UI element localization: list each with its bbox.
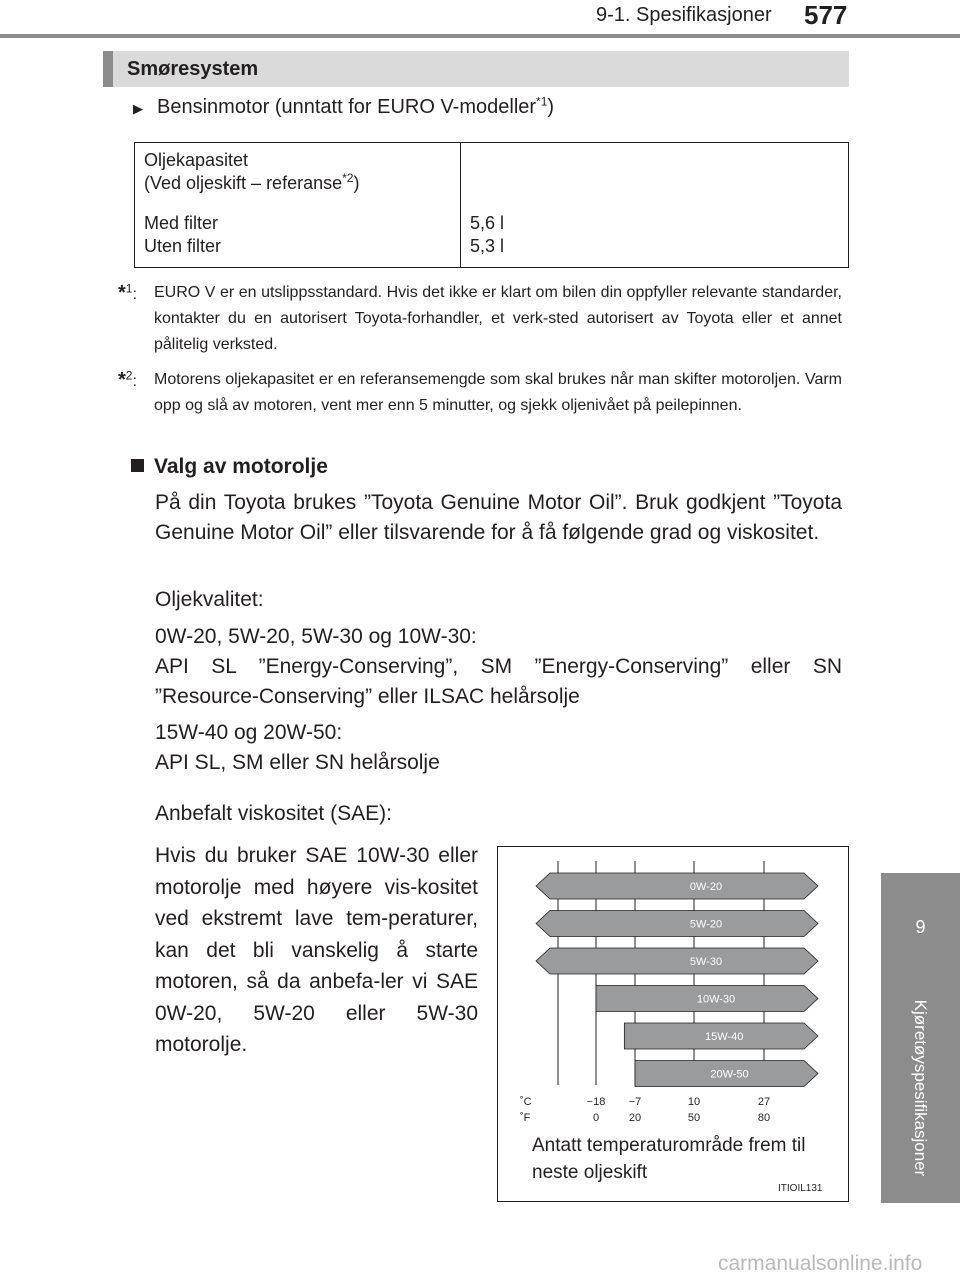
subhead-text: Bensinmotor (unntatt for EURO V-modeller: [157, 96, 537, 118]
footnote-1-num: 1: [125, 281, 133, 296]
footnote-1: [118, 280, 842, 358]
table-row-labels: [144, 212, 221, 258]
grades-a-spec: API SL ”Energy-Conserving”, SM ”Energy-Conserving” eller SN ”Resource-Conserving” eller ILSAC helårsolje: [155, 655, 842, 708]
row-value-with-filter: 5,6 l: [470, 213, 505, 233]
grades-a-label: 0W-20, 5W-20, 5W-30 og 10W-30:: [155, 625, 477, 648]
celsius-tick-0: −18: [586, 1096, 606, 1108]
chapter-number: 9: [915, 917, 926, 937]
header-section-title: 9-1. Spesifikasjoner: [596, 4, 772, 26]
footnote-1-text: EURO V er en utslippsstandard. Hvis det ikke er klart om bilen din oppfyller relevante standarder, kontakter du en autorisert Toyota-forhandler, et verk-sted autorisert av Toyota eller et annet pålitelig verksted.: [154, 284, 842, 353]
grade-bar-5w-30: [536, 948, 818, 974]
oil-selection-title: Valg av motorolje: [154, 455, 328, 478]
grade-label-5w-20: 5W-20: [689, 918, 723, 931]
footnote-2-num: 2: [125, 368, 133, 383]
square-bullet-icon: [131, 459, 144, 472]
footnote-2-text: Motorens oljekapasitet er en referansemengde som skal brukes når man skifter motoroljen. Varm opp og slå av motoren, vent mer enn 5 minutter, og sjekk oljenivået på peilepinnen.: [154, 371, 842, 414]
capacity-ref: *2: [342, 171, 354, 185]
figure-code: ITIOIL131: [778, 1183, 823, 1194]
chapter-title: Kjøretøyspesifikasjoner: [911, 999, 930, 1177]
section-marker: [103, 51, 113, 87]
watermark: carmanualsonline.info: [718, 1252, 923, 1275]
subhead-close: ): [547, 96, 555, 118]
viscosity-label: Anbefalt viskositet (SAE):: [155, 802, 392, 825]
subhead-ref: *1: [536, 94, 548, 109]
section-header: [103, 51, 849, 87]
fahrenheit-unit-label: ˚F: [520, 1112, 531, 1124]
section-title: Smøresystem: [127, 58, 259, 80]
footnote-1-marker: *$^1$:: [118, 281, 137, 304]
chapter-title-vertical: [900, 978, 940, 1198]
footnote-2-star: *: [118, 369, 126, 391]
row-value-without-filter: 5,3 l: [470, 236, 505, 256]
grades-b-spec: API SL, SM eller SN helårsolje: [155, 751, 440, 774]
grade-label-0w-20: 0W-20: [689, 881, 723, 893]
oil-intro: På din Toyota brukes ”Toyota Genuine Motor Oil”. Bruk godkjent ”Toyota Genuine Motor Oil” eller tilsvarende for å få følgende grad og viskositet.: [155, 491, 842, 544]
viscosity-advice: Hvis du bruker SAE 10W-30 eller motorolje med høyere vis-kositet ved ekstremt lave tem-peraturer, kan det bli vanskelig å starte motoren, så da anbefa-ler vi SAE 0W-20, 5W-20 eller 5W-30 motorolje.: [155, 844, 478, 1056]
fahrenheit-tick-0: 0: [592, 1112, 600, 1124]
footnote-2-marker: *$^2$:: [118, 368, 137, 391]
celsius-tick-3: 27: [757, 1096, 771, 1108]
triangle-bullet-icon: ▶: [133, 101, 143, 116]
capacity-label-line2: (Ved oljeskift – referanse: [144, 173, 343, 193]
figure-caption: Antatt temperaturområde frem til neste oljeskift: [532, 1135, 806, 1183]
celsius-tick-2: 10: [687, 1096, 701, 1108]
oil-selection-heading: [131, 455, 328, 479]
capacity-label-line1: Oljekapasitet: [144, 150, 249, 170]
grade-label-20w-50: 20W-50: [710, 1068, 749, 1081]
page-number: 577: [804, 0, 848, 30]
oil-capacity-table: [134, 142, 849, 268]
row-label-without-filter: Uten filter: [144, 236, 222, 256]
capacity-close: ): [353, 173, 360, 193]
fahrenheit-tick-1: 20: [628, 1112, 642, 1124]
oil-quality-label: Oljekvalitet:: [155, 588, 264, 611]
fahrenheit-tick-2: 50: [687, 1112, 701, 1124]
capacity-label: [144, 149, 359, 195]
grade-label-15w-40: 15W-40: [705, 1031, 744, 1043]
table-row-values: [470, 212, 504, 258]
engine-subheading: [133, 96, 554, 119]
footnote-2: [118, 367, 842, 419]
grade-bar-5w-20: [536, 911, 818, 937]
grade-bar-0w-20: [536, 873, 818, 899]
footnote-1-star: *: [118, 282, 126, 304]
grade-label-5w-30: 5W-30: [689, 956, 723, 968]
fahrenheit-tick-3: 80: [757, 1112, 771, 1124]
celsius-unit-label: ˚C: [520, 1096, 532, 1108]
grade-label-10w-30: 10W-30: [696, 993, 736, 1006]
table-divider: [460, 143, 461, 267]
celsius-tick-1: −7: [628, 1096, 642, 1108]
header-rule: [0, 34, 960, 38]
grades-b-label: 15W-40 og 20W-50:: [155, 721, 343, 744]
row-label-with-filter: Med filter: [144, 213, 219, 233]
